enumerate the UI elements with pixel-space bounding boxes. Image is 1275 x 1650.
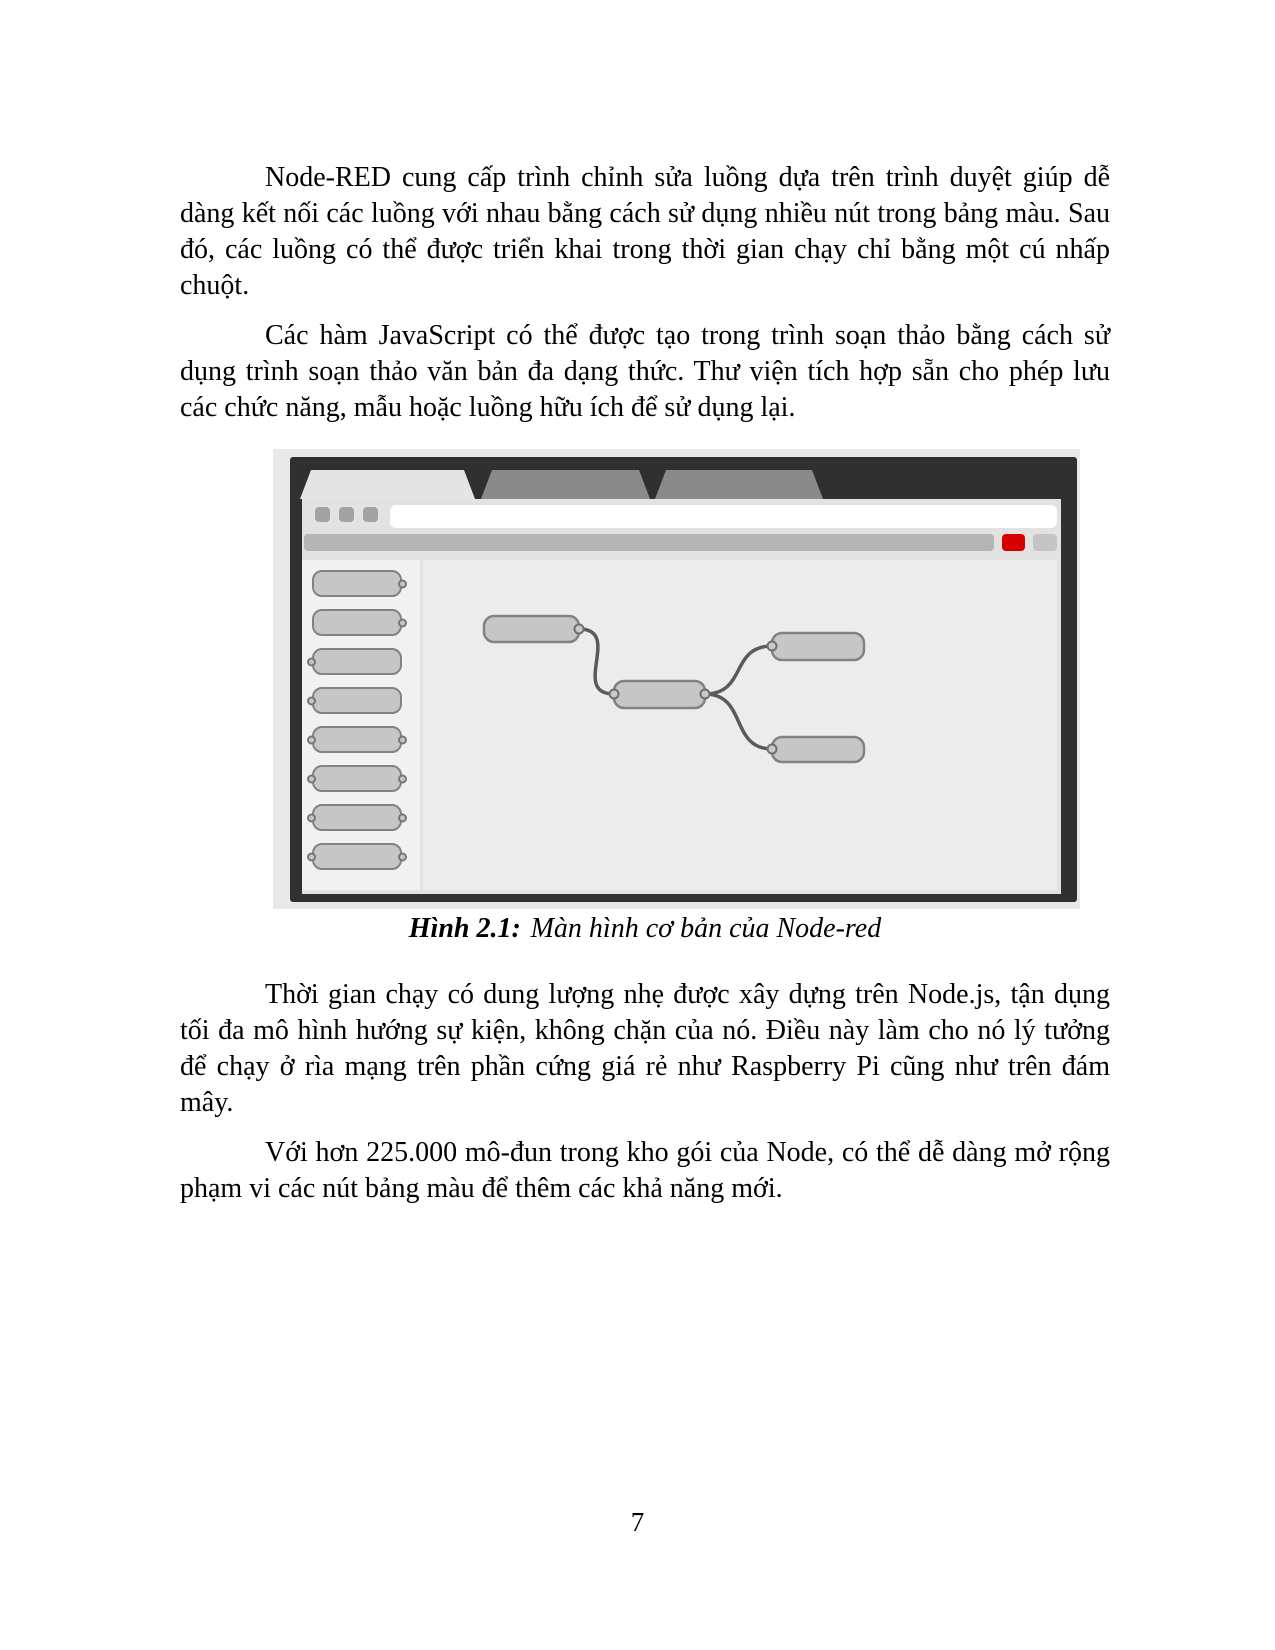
node-red-header-bar (304, 534, 994, 551)
flow-node-output-2 (772, 737, 864, 762)
paragraph-modules: Với hơn 225.000 mô-đun trong kho gói của Node, có thể dễ dàng mở rộng phạm vi các nút bảng màu để thêm các khả năng mới. (180, 1137, 1110, 1204)
figure-node-red-screenshot (273, 449, 1080, 909)
browser-tab-inactive-2 (655, 470, 823, 499)
node-input-port (307, 852, 316, 861)
node-input-port (307, 735, 316, 744)
figure-caption (180, 911, 1110, 947)
paragraph-intro-node-red: Node-RED cung cấp trình chỉnh sửa luồng dựa trên trình duyệt giúp dễ dàng kết nối các luồng với nhau bằng cách sử dụng nhiều nút trong bảng màu. Sau đó, các luồng có thể được triển khai trong thời gian chạy chỉ bằng một cú nhấp chuột. (180, 162, 1110, 301)
palette-node (312, 609, 402, 636)
palette-node (312, 804, 402, 831)
node-input-port (610, 690, 619, 699)
browser-tab-strip (290, 457, 1077, 499)
palette-node (312, 843, 402, 870)
browser-tab-active (300, 470, 475, 499)
flow-node-input (484, 616, 579, 642)
flow-node-function (614, 681, 705, 708)
node-palette (302, 560, 420, 890)
palette-node (312, 765, 402, 792)
paragraph-javascript-functions: Các hàm JavaScript có thể được tạo trong trình soạn thảo bằng cách sử dụng trình soạn thảo văn bản đa dạng thức. Thư viện tích hợp sẵn cho phép lưu các chức năng, mẫu hoặc luồng hữu ích để sử dụng lại. (180, 320, 1110, 423)
reload-button-icon (363, 507, 378, 522)
palette-node (312, 648, 402, 675)
node-output-port (398, 735, 407, 744)
figure-caption-label: Hình 2.1: (408, 913, 521, 944)
back-button-icon (315, 507, 330, 522)
palette-node (312, 570, 402, 597)
page-number: 7 (630, 1507, 645, 1537)
node-output-port (701, 690, 710, 699)
menu-button (1033, 534, 1057, 551)
node-output-port (398, 579, 407, 588)
node-output-port (398, 774, 407, 783)
flow-node-output-1 (772, 633, 864, 660)
deploy-button (1002, 534, 1025, 551)
palette-node (312, 726, 402, 753)
node-input-port (768, 745, 777, 754)
address-bar (390, 505, 1057, 528)
node-input-port (307, 657, 316, 666)
node-input-port (307, 813, 316, 822)
node-output-port (575, 625, 584, 634)
paragraph-runtime: Thời gian chạy có dung lượng nhẹ được xây dựng trên Node.js, tận dụng tối đa mô hình hướng sự kiện, không chặn của nó. Điều này làm cho nó lý tưởng để chạy ở rìa mạng trên phần cứng giá rẻ như Raspberry Pi cũng như trên đám mây. (180, 979, 1110, 1118)
browser-tab-inactive-1 (481, 470, 650, 499)
browser-chrome (302, 499, 1061, 894)
node-input-port (307, 774, 316, 783)
node-input-port (768, 642, 777, 651)
flow-canvas (423, 560, 1057, 890)
forward-button-icon (339, 507, 354, 522)
node-input-port (307, 696, 316, 705)
node-output-port (398, 618, 407, 627)
palette-node (312, 687, 402, 714)
figure-caption-text: Màn hình cơ bản của Node-red (530, 913, 882, 944)
node-output-port (398, 852, 407, 861)
node-output-port (398, 813, 407, 822)
browser-window-illustration (290, 457, 1077, 902)
